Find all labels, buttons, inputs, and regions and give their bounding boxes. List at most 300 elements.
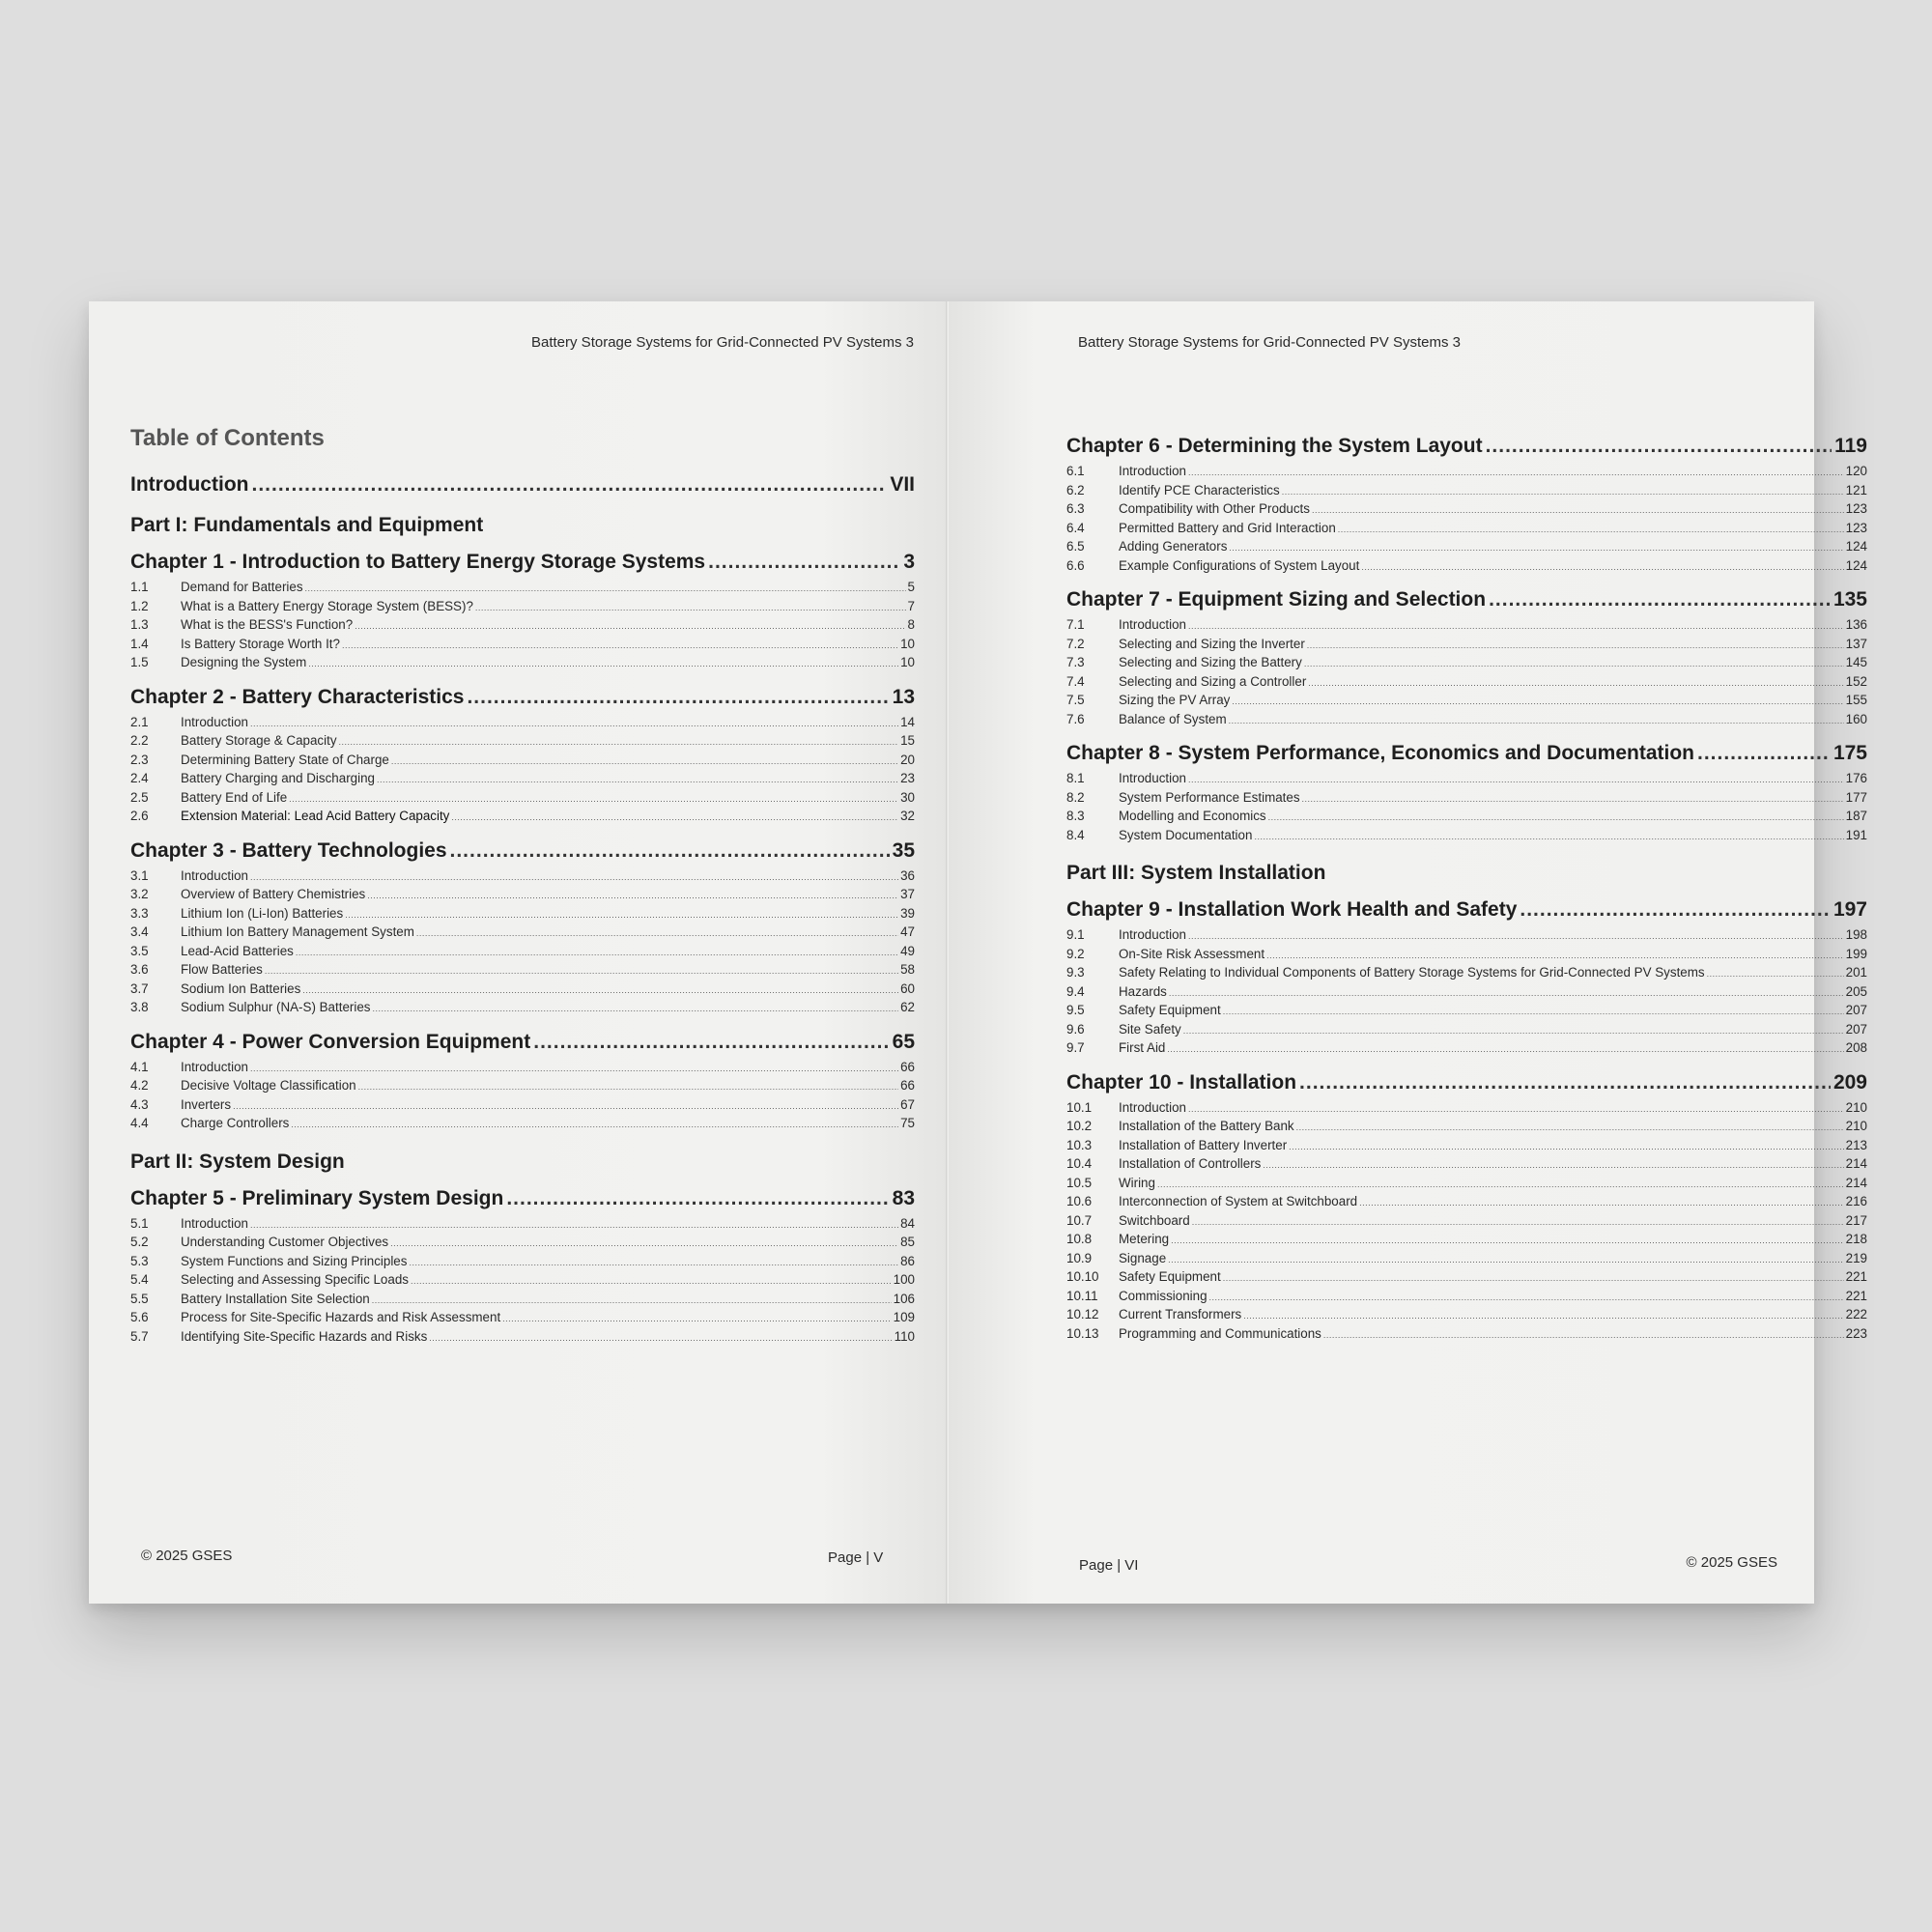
toc-chapter[interactable] xyxy=(1066,435,1867,458)
section-number: 9.1 xyxy=(1066,927,1085,942)
section-page: 191 xyxy=(1845,827,1867,842)
section-number: 7.1 xyxy=(1066,617,1085,632)
toc-section[interactable] xyxy=(1066,945,1867,964)
section-page: 160 xyxy=(1845,711,1867,726)
chapter-page: 119 xyxy=(1834,435,1867,457)
section-number: 2.1 xyxy=(130,714,149,729)
dot-leader xyxy=(233,1097,898,1117)
toc-section[interactable] xyxy=(1066,519,1867,538)
section-title: Safety Equipment xyxy=(1119,1003,1221,1017)
section-page: 123 xyxy=(1845,501,1867,516)
toc-chapter[interactable] xyxy=(1066,742,1867,765)
section-page: 14 xyxy=(900,714,915,729)
part-heading: Part III: System Installation xyxy=(1066,862,1326,884)
section-number: 7.3 xyxy=(1066,655,1085,669)
toc-section[interactable] xyxy=(1066,1287,1867,1306)
toc-section[interactable] xyxy=(130,998,915,1017)
section-page: 210 xyxy=(1845,1119,1867,1133)
chapter-page: 3 xyxy=(903,551,915,573)
section-number: 3.3 xyxy=(130,905,149,921)
dot-leader xyxy=(1223,1269,1844,1289)
section-page: 217 xyxy=(1845,1212,1867,1228)
section-page: 67 xyxy=(900,1096,915,1112)
toc-section[interactable] xyxy=(130,960,915,980)
dot-leader xyxy=(1486,435,1833,458)
dot-leader xyxy=(345,906,898,925)
toc-section[interactable] xyxy=(1066,615,1867,635)
section-page: 198 xyxy=(1845,927,1867,942)
footer-page-number: Page | VI xyxy=(1079,1557,1139,1574)
toc-section[interactable] xyxy=(130,1214,915,1234)
toc-section[interactable] xyxy=(130,1076,915,1095)
section-number: 9.5 xyxy=(1066,1003,1085,1017)
section-title: Permitted Battery and Grid Interaction xyxy=(1119,520,1336,535)
toc-section[interactable] xyxy=(130,1308,915,1327)
toc-section[interactable] xyxy=(1066,1249,1867,1268)
section-number: 5.5 xyxy=(130,1291,149,1306)
section-title: Sodium Ion Batteries xyxy=(181,980,301,996)
dot-leader xyxy=(1169,984,1844,1004)
section-page: 152 xyxy=(1845,673,1867,689)
chapter-page: 209 xyxy=(1833,1070,1867,1094)
section-number: 10.12 xyxy=(1066,1307,1099,1321)
toc-section[interactable] xyxy=(130,1327,915,1347)
toc-section[interactable] xyxy=(1066,769,1867,788)
section-page: 15 xyxy=(900,733,915,748)
chapter-title: Chapter 9 - Installation Work Health and Safety xyxy=(1066,898,1518,921)
toc-section[interactable] xyxy=(1066,1267,1867,1287)
dot-leader xyxy=(1307,637,1844,656)
section-title: Example Configurations of System Layout xyxy=(1119,557,1360,573)
section-number: 1.4 xyxy=(130,636,149,651)
chapter-title: Chapter 3 - Battery Technologies xyxy=(130,838,447,862)
section-number: 5.3 xyxy=(130,1253,149,1268)
section-page: 177 xyxy=(1845,789,1867,805)
section-title: Introduction xyxy=(181,1215,248,1231)
toc-section[interactable] xyxy=(130,769,915,788)
section-title: Lithium Ion (Li-Ion) Batteries xyxy=(181,905,344,921)
dot-leader xyxy=(1359,1194,1844,1213)
section-page: 66 xyxy=(900,1059,915,1074)
dot-leader xyxy=(467,686,889,709)
section-number: 9.6 xyxy=(1066,1021,1085,1037)
dot-leader xyxy=(1254,828,1843,847)
toc-section[interactable] xyxy=(1066,1098,1867,1118)
section-number: 6.6 xyxy=(1066,557,1085,573)
part-heading: Part I: Fundamentals and Equipment xyxy=(130,514,484,536)
toc-section[interactable] xyxy=(130,867,915,886)
dot-leader xyxy=(1183,1022,1844,1041)
toc-introduction[interactable] xyxy=(130,473,915,497)
dot-leader xyxy=(1304,655,1844,674)
section-number: 4.2 xyxy=(130,1078,149,1093)
section-title: System Functions and Sizing Principles xyxy=(181,1253,408,1268)
section-title: Safety Equipment xyxy=(1119,1269,1221,1284)
chapter-title: Chapter 1 - Introduction to Battery Energy Storage Systems xyxy=(130,551,706,573)
section-page: 39 xyxy=(900,905,915,921)
toc-section[interactable] xyxy=(130,1290,915,1309)
section-number: 3.6 xyxy=(130,962,149,977)
section-number: 4.1 xyxy=(130,1059,149,1074)
intro-page: VII xyxy=(890,473,915,496)
section-number: 3.2 xyxy=(130,887,149,901)
section-page: 36 xyxy=(900,867,915,883)
section-number: 10.7 xyxy=(1066,1212,1093,1228)
toc-section[interactable] xyxy=(130,904,915,923)
section-page: 86 xyxy=(900,1253,915,1268)
toc-section[interactable] xyxy=(1066,499,1867,519)
section-title: Inverters xyxy=(181,1096,232,1112)
section-page: 106 xyxy=(893,1291,915,1306)
section-title: System Documentation xyxy=(1119,827,1253,842)
dot-leader xyxy=(475,599,906,618)
dot-leader xyxy=(1188,464,1844,483)
dot-leader xyxy=(1296,1119,1844,1138)
section-title: Switchboard xyxy=(1119,1212,1190,1228)
section-number: 7.5 xyxy=(1066,693,1085,707)
toc-section[interactable] xyxy=(1066,826,1867,845)
toc-title: Table of Contents xyxy=(130,425,325,451)
chapter-page: 35 xyxy=(892,838,915,862)
dot-leader xyxy=(1167,1040,1843,1060)
section-title: Process for Site-Specific Hazards and Risk Assessment xyxy=(181,1310,501,1324)
section-title: Battery End of Life xyxy=(181,789,288,805)
section-page: 136 xyxy=(1845,617,1867,632)
chapter-title: Chapter 4 - Power Conversion Equipment xyxy=(130,1030,531,1053)
dot-leader xyxy=(502,1310,891,1329)
section-number: 3.8 xyxy=(130,1000,149,1014)
section-title: Metering xyxy=(1119,1232,1170,1246)
toc-section[interactable] xyxy=(130,1233,915,1252)
chapter-page: 83 xyxy=(892,1186,915,1209)
dot-leader xyxy=(1707,965,1844,984)
section-page: 207 xyxy=(1845,1021,1867,1037)
section-title: Safety Relating to Individual Components of Battery Storage Systems for Grid-Connected PV Systems xyxy=(1119,965,1705,980)
toc-section[interactable] xyxy=(1066,672,1867,692)
toc-section[interactable] xyxy=(1066,1117,1867,1136)
toc-section[interactable] xyxy=(130,885,915,904)
toc-column-left xyxy=(130,473,915,1346)
toc-section[interactable] xyxy=(130,1095,915,1115)
section-title: Decisive Voltage Classification xyxy=(181,1078,356,1093)
section-number: 8.2 xyxy=(1066,789,1085,805)
toc-chapter[interactable] xyxy=(1066,898,1867,922)
dot-leader xyxy=(1282,483,1844,502)
toc-section[interactable] xyxy=(1066,537,1867,556)
dot-leader xyxy=(450,839,890,863)
toc-section[interactable] xyxy=(1066,963,1867,982)
section-title: Installation of the Battery Bank xyxy=(1119,1119,1294,1133)
section-number: 2.6 xyxy=(130,809,149,823)
toc-section[interactable] xyxy=(1066,1001,1867,1020)
toc-chapter[interactable] xyxy=(130,1031,915,1054)
section-title: Determining Battery State of Charge xyxy=(181,752,389,767)
toc-section[interactable] xyxy=(1066,462,1867,481)
intro-label: Introduction xyxy=(130,473,249,496)
chapter-page: 13 xyxy=(892,685,915,708)
section-number: 2.3 xyxy=(130,752,149,767)
dot-leader xyxy=(342,637,898,656)
chapter-page: 65 xyxy=(892,1030,915,1053)
section-title: Selecting and Sizing the Battery xyxy=(1119,655,1302,669)
section-page: 62 xyxy=(900,1000,915,1014)
dot-leader xyxy=(355,617,905,637)
toc-section[interactable] xyxy=(130,578,915,597)
toc-section[interactable] xyxy=(1066,1020,1867,1039)
toc-chapter[interactable] xyxy=(130,551,915,574)
section-page: 124 xyxy=(1845,557,1867,573)
section-number: 3.5 xyxy=(130,943,149,958)
toc-section[interactable] xyxy=(1066,653,1867,672)
dot-leader xyxy=(1289,1138,1843,1157)
section-page: 221 xyxy=(1845,1269,1867,1284)
toc-chapter[interactable] xyxy=(130,686,915,709)
section-title: Compatibility with Other Products xyxy=(1119,501,1310,516)
section-number: 1.3 xyxy=(130,617,149,632)
toc-section[interactable] xyxy=(130,635,915,654)
toc-section[interactable] xyxy=(130,751,915,770)
section-page: 75 xyxy=(900,1116,915,1130)
toc-section[interactable] xyxy=(130,1058,915,1077)
section-title: Current Transformers xyxy=(1119,1307,1242,1321)
section-page: 187 xyxy=(1845,809,1867,823)
toc-section[interactable] xyxy=(130,980,915,999)
section-title: Sodium Sulphur (NA-S) Batteries xyxy=(181,1000,371,1014)
section-page: 30 xyxy=(900,789,915,805)
dot-leader xyxy=(1171,1232,1844,1251)
dot-leader xyxy=(296,944,898,963)
section-title: Introduction xyxy=(1119,927,1186,942)
section-title: Demand for Batteries xyxy=(181,580,303,594)
right-page xyxy=(949,301,1867,1604)
section-number: 10.2 xyxy=(1066,1119,1093,1133)
section-number: 5.1 xyxy=(130,1215,149,1231)
dot-leader xyxy=(1299,1071,1831,1094)
toc-section[interactable] xyxy=(130,597,915,616)
section-page: 85 xyxy=(900,1235,915,1249)
section-page: 123 xyxy=(1845,520,1867,535)
toc-section[interactable] xyxy=(1066,1211,1867,1231)
section-number: 5.7 xyxy=(130,1328,149,1344)
toc-section[interactable] xyxy=(130,1252,915,1271)
toc-section[interactable] xyxy=(1066,788,1867,808)
section-number: 7.4 xyxy=(1066,673,1085,689)
chapter-title: Chapter 10 - Installation xyxy=(1066,1070,1297,1094)
toc-section[interactable] xyxy=(1066,1136,1867,1155)
chapter-page: 197 xyxy=(1833,898,1867,921)
toc-section[interactable] xyxy=(1066,1038,1867,1058)
section-title: Selecting and Assessing Specific Loads xyxy=(181,1272,409,1287)
toc-section[interactable] xyxy=(1066,556,1867,576)
section-page: 214 xyxy=(1845,1156,1867,1171)
footer-copyright: © 2025 GSES xyxy=(1686,1554,1777,1571)
chapter-title: Chapter 2 - Battery Characteristics xyxy=(130,685,465,708)
section-number: 9.7 xyxy=(1066,1040,1085,1055)
section-number: 9.2 xyxy=(1066,946,1085,961)
section-number: 5.6 xyxy=(130,1310,149,1324)
section-number: 1.1 xyxy=(130,580,149,594)
toc-section[interactable] xyxy=(130,615,915,635)
section-title: Sizing the PV Array xyxy=(1119,693,1231,707)
toc-section[interactable] xyxy=(1066,1230,1867,1249)
dot-leader xyxy=(1223,1003,1844,1022)
section-number: 9.4 xyxy=(1066,983,1085,999)
section-title: Battery Charging and Discharging xyxy=(181,771,375,785)
section-page: 66 xyxy=(900,1078,915,1093)
dot-leader xyxy=(1312,501,1844,521)
toc-section[interactable] xyxy=(1066,481,1867,500)
dot-leader xyxy=(1232,693,1843,712)
dot-leader xyxy=(358,1078,898,1097)
section-page: 176 xyxy=(1845,771,1867,785)
dot-leader xyxy=(367,887,898,906)
section-title: Introduction xyxy=(181,714,248,729)
section-page: 23 xyxy=(900,771,915,785)
toc-section[interactable] xyxy=(1066,1192,1867,1211)
chapter-title: Chapter 6 - Determining the System Layout xyxy=(1066,435,1483,457)
section-title: What is the BESS's Function? xyxy=(181,617,354,632)
dot-leader xyxy=(1209,1289,1844,1308)
section-title: Installation of Controllers xyxy=(1119,1156,1262,1171)
toc-section[interactable] xyxy=(130,942,915,961)
toc-section[interactable] xyxy=(1066,635,1867,654)
section-page: 10 xyxy=(900,636,915,651)
running-head-right: Battery Storage Systems for Grid-Connected PV Systems 3 xyxy=(1078,334,1461,351)
section-page: 84 xyxy=(900,1215,915,1231)
section-title: Wiring xyxy=(1119,1175,1155,1190)
section-page: 110 xyxy=(894,1328,915,1344)
section-title: Lithium Ion Battery Management System xyxy=(181,924,414,939)
toc-section[interactable] xyxy=(130,653,915,672)
dot-leader xyxy=(1229,712,1844,731)
section-page: 199 xyxy=(1845,946,1867,961)
section-page: 155 xyxy=(1845,693,1867,707)
section-title: Programming and Communications xyxy=(1119,1325,1321,1341)
toc-section[interactable] xyxy=(1066,982,1867,1002)
dot-leader xyxy=(377,771,898,790)
dot-leader xyxy=(533,1031,889,1054)
section-title: Charge Controllers xyxy=(181,1116,290,1130)
dot-leader xyxy=(451,809,898,828)
toc-section[interactable] xyxy=(130,1270,915,1290)
toc-section[interactable] xyxy=(1066,925,1867,945)
toc-section[interactable] xyxy=(1066,1174,1867,1193)
chapter-title: Chapter 8 - System Performance, Economics and Documentation xyxy=(1066,742,1694,764)
toc-section[interactable] xyxy=(130,807,915,826)
section-number: 4.4 xyxy=(130,1116,149,1130)
section-title: Introduction xyxy=(1119,1099,1186,1115)
section-title: Lead-Acid Batteries xyxy=(181,943,294,958)
section-number: 6.1 xyxy=(1066,464,1085,478)
dot-leader xyxy=(390,1235,898,1254)
section-number: 7.2 xyxy=(1066,636,1085,651)
section-page: 32 xyxy=(900,809,915,823)
dot-leader xyxy=(265,962,898,981)
dot-leader xyxy=(372,1000,898,1019)
dot-leader xyxy=(251,473,887,497)
section-page: 213 xyxy=(1845,1137,1867,1152)
section-number: 3.1 xyxy=(130,867,149,883)
section-number: 8.4 xyxy=(1066,827,1085,842)
section-title: Flow Batteries xyxy=(181,962,263,977)
section-page: 120 xyxy=(1845,464,1867,478)
section-page: 210 xyxy=(1845,1099,1867,1115)
toc-chapter[interactable] xyxy=(1066,1071,1867,1094)
section-number: 10.8 xyxy=(1066,1232,1093,1246)
toc-section[interactable] xyxy=(1066,710,1867,729)
dot-leader xyxy=(1302,790,1844,810)
toc-section[interactable] xyxy=(1066,807,1867,826)
section-title: Balance of System xyxy=(1119,711,1227,726)
toc-section[interactable] xyxy=(130,1114,915,1133)
dot-leader xyxy=(1697,742,1831,765)
dot-leader xyxy=(291,1116,898,1135)
section-title: On-Site Risk Assessment xyxy=(1119,946,1265,961)
toc-section[interactable] xyxy=(130,923,915,942)
section-page: 137 xyxy=(1845,636,1867,651)
section-page: 60 xyxy=(900,980,915,996)
dot-leader xyxy=(409,1254,898,1273)
section-number: 5.2 xyxy=(130,1235,149,1249)
section-page: 37 xyxy=(900,887,915,901)
section-page: 216 xyxy=(1845,1194,1867,1208)
section-page: 7 xyxy=(907,598,915,613)
toc-section[interactable] xyxy=(1066,691,1867,710)
section-number: 2.2 xyxy=(130,733,149,748)
section-page: 205 xyxy=(1845,983,1867,999)
section-number: 6.2 xyxy=(1066,482,1085,497)
toc-section[interactable] xyxy=(130,713,915,732)
section-title: Commissioning xyxy=(1119,1288,1208,1303)
section-number: 2.5 xyxy=(130,789,149,805)
toc-section[interactable] xyxy=(1066,1305,1867,1324)
toc-section[interactable] xyxy=(130,788,915,808)
toc-section[interactable] xyxy=(130,731,915,751)
section-title: Is Battery Storage Worth It? xyxy=(181,636,340,651)
dot-leader xyxy=(1520,898,1831,922)
toc-chapter[interactable] xyxy=(1066,588,1867,611)
section-page: 20 xyxy=(900,752,915,767)
section-page: 145 xyxy=(1845,655,1867,669)
section-title: Introduction xyxy=(1119,617,1186,632)
footer-copyright: © 2025 GSES xyxy=(141,1548,233,1564)
dot-leader xyxy=(250,715,898,734)
dot-leader xyxy=(1243,1307,1843,1326)
section-page: 201 xyxy=(1845,965,1867,980)
dot-leader xyxy=(506,1187,889,1210)
section-title: Introduction xyxy=(1119,771,1186,785)
section-title: Modelling and Economics xyxy=(1119,809,1266,823)
toc-chapter[interactable] xyxy=(130,839,915,863)
chapter-title: Chapter 7 - Equipment Sizing and Selection xyxy=(1066,588,1487,611)
section-page: 208 xyxy=(1845,1040,1867,1055)
section-title: Selecting and Sizing a Controller xyxy=(1119,673,1307,689)
section-page: 100 xyxy=(893,1272,915,1287)
dot-leader xyxy=(391,753,898,772)
toc-column-right xyxy=(1066,421,1867,1343)
dot-leader xyxy=(308,655,898,674)
section-page: 219 xyxy=(1845,1250,1867,1265)
section-page: 58 xyxy=(900,962,915,977)
toc-section[interactable] xyxy=(1066,1324,1867,1344)
dot-leader xyxy=(1361,558,1843,578)
section-page: 121 xyxy=(1845,482,1867,497)
dot-leader xyxy=(1268,809,1844,828)
section-page: 221 xyxy=(1845,1288,1867,1303)
toc-section[interactable] xyxy=(1066,1154,1867,1174)
section-title: Introduction xyxy=(1119,464,1186,478)
toc-chapter[interactable] xyxy=(130,1187,915,1210)
